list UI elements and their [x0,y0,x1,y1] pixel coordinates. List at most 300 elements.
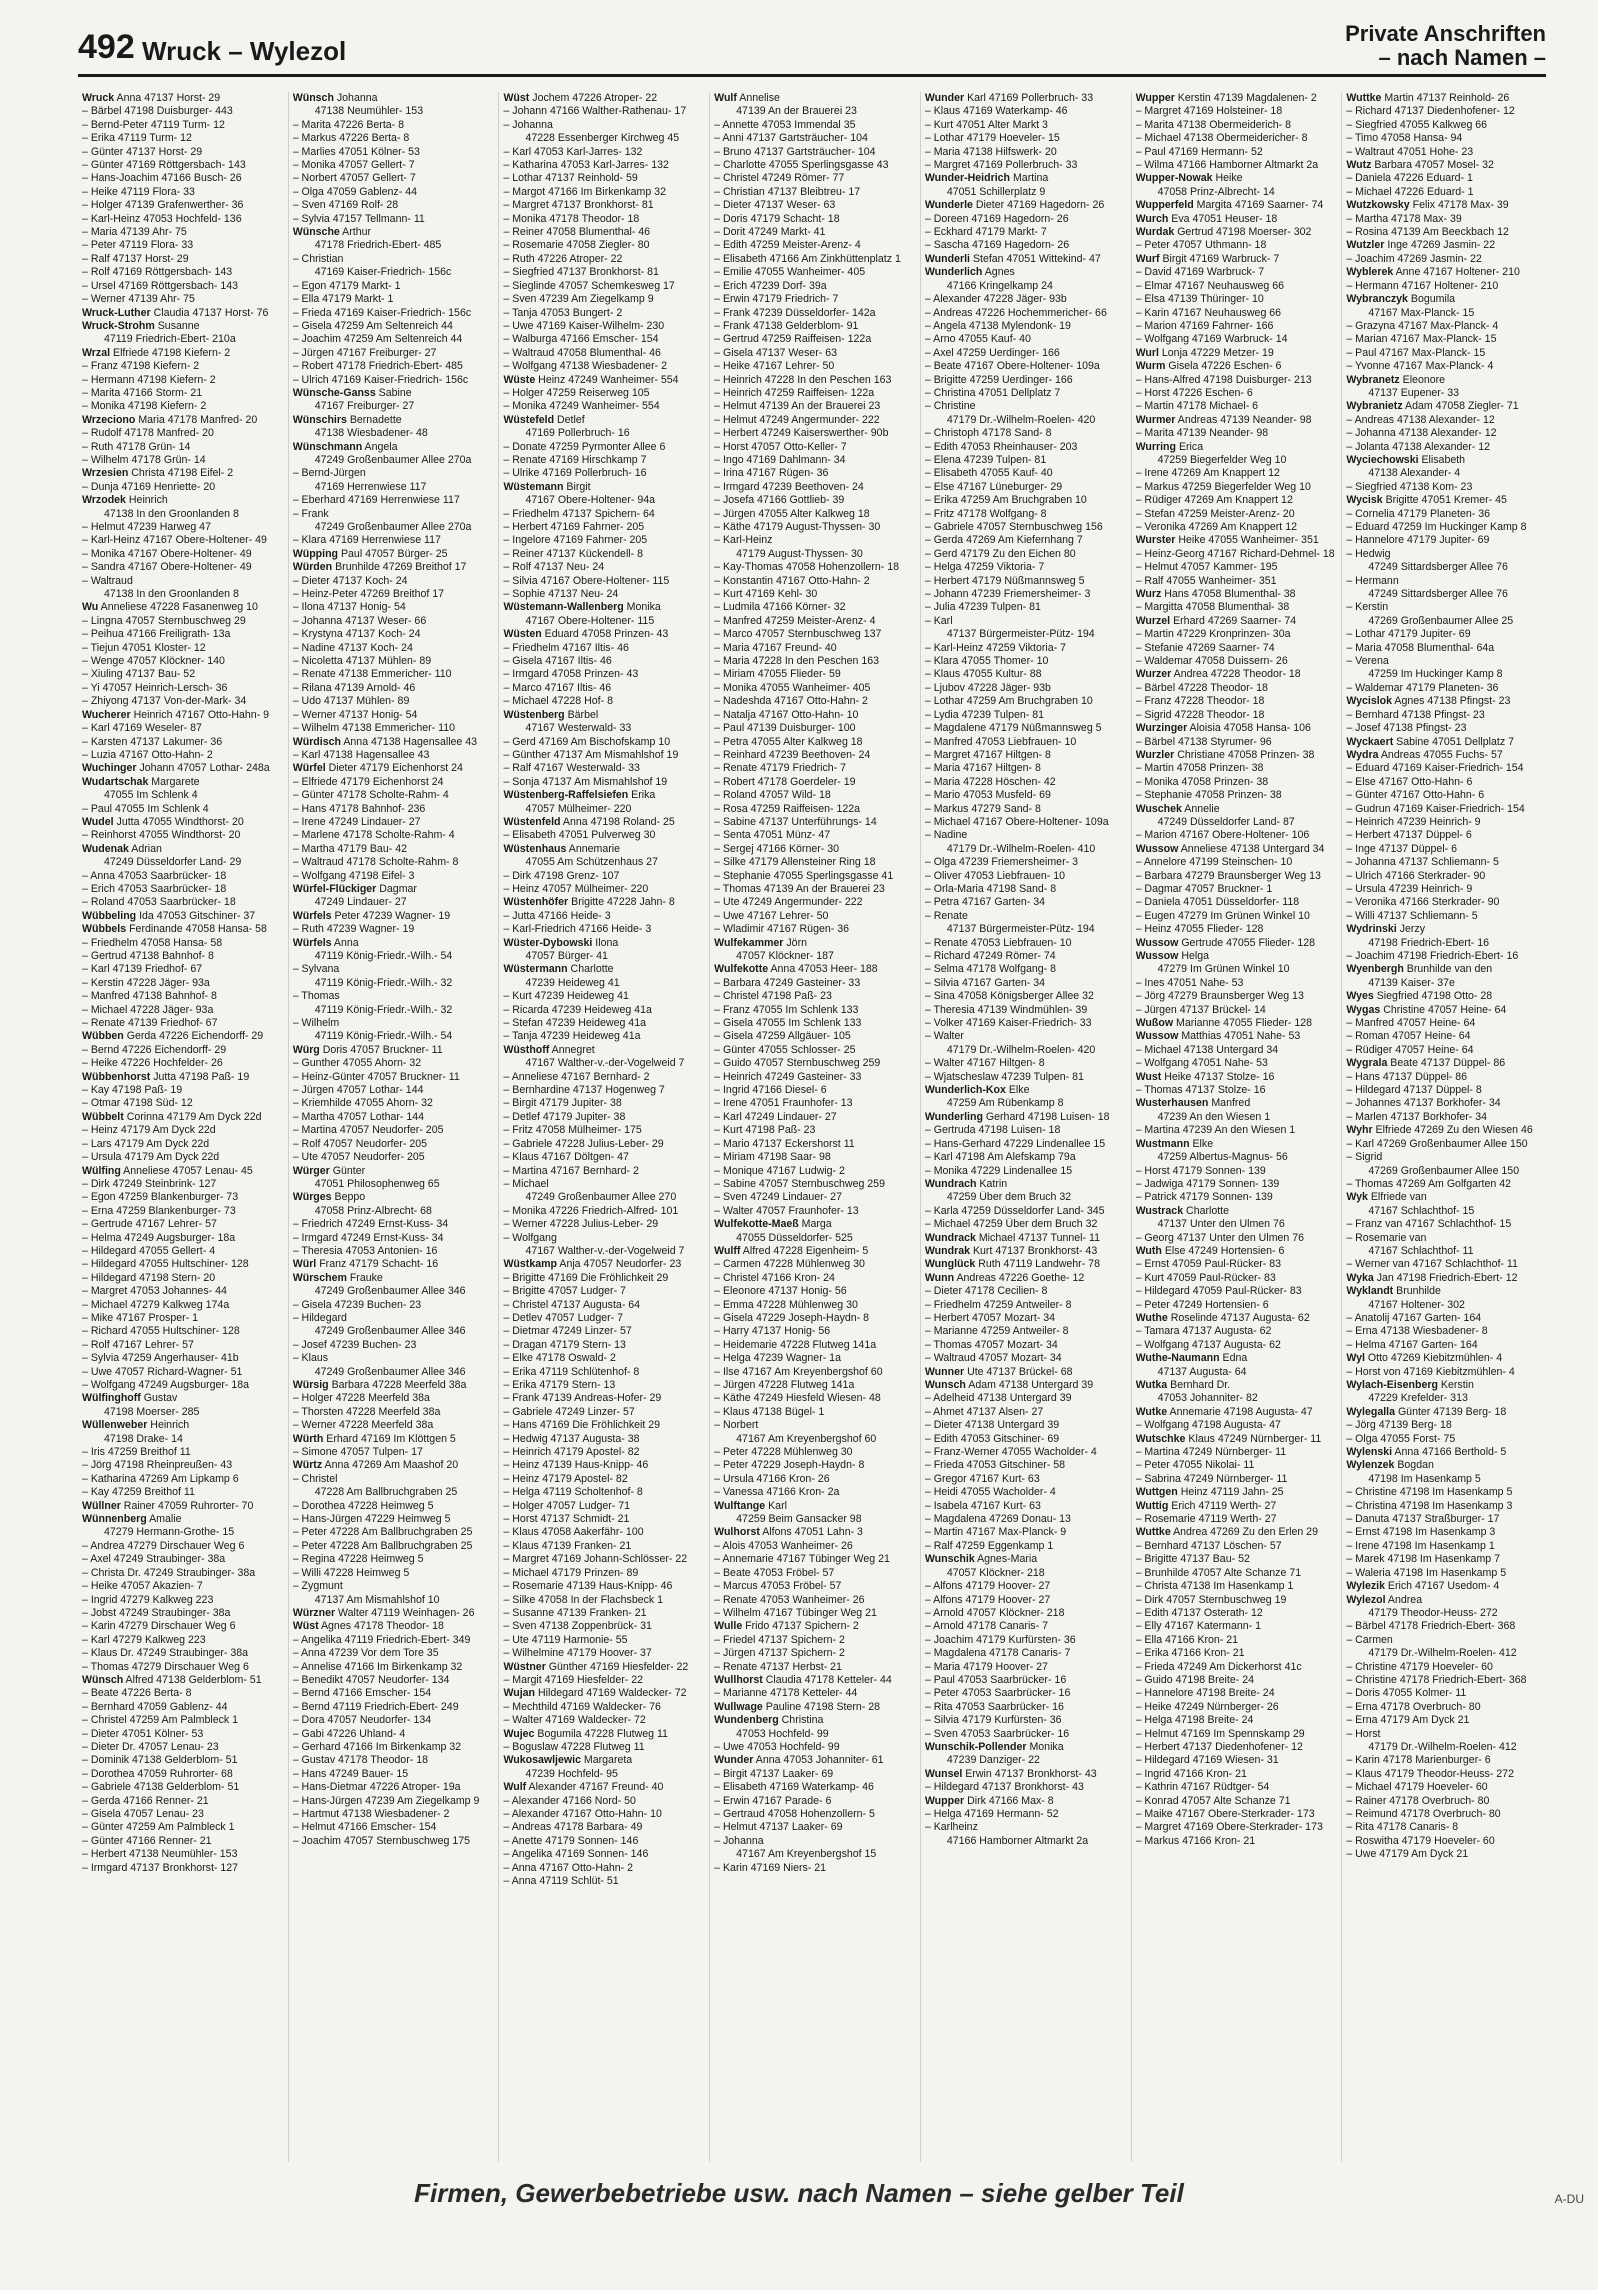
directory-entry: Wullwage Pauline 47198 Stern- 28 [714,1700,881,1713]
directory-entry: – Michael 47167 Obere-Holtener- 109a [924,815,1109,828]
directory-entry: – Vanessa 47166 Kron- 2a [714,1486,840,1499]
directory-entry: – Gerhard 47166 Im Birkenkamp 32 [292,1740,462,1753]
directory-entry: – Gisela 47259 Allgäuer- 105 [714,1030,851,1043]
directory-entry: – Volker 47169 Kaiser-Friedrich- 33 [924,1017,1092,1030]
directory-entry: – Egon 47179 Markt- 1 [292,279,401,292]
directory-entry: Wudartschak Margarete [82,775,200,788]
directory-entry: – Andreas 47178 Barbara- 49 [503,1821,643,1834]
directory-entry: – Markus 47259 Biegerfelder Weg 10 [1135,480,1311,493]
directory-entry: – Friedhelm 47137 Spichern- 64 [503,507,655,520]
directory-entry: Wüpping Paul 47057 Bürger- 25 [292,547,448,560]
directory-entry: – Hildegard 47055 Gellert- 4 [82,1244,216,1257]
directory-entry: Wübben Gerda 47226 Eichendorff- 29 [82,1030,264,1043]
directory-entry: – Karl 47139 Friedhof- 67 [82,963,203,976]
directory-entry: Wüst Jochem 47226 Atroper- 22 [503,92,658,104]
directory-entry: Wylach-Eisenberg Kerstin [1346,1379,1474,1391]
directory-entry: – Thomas [292,990,340,1003]
directory-entry: – Joachim 47269 Jasmin- 22 [1346,252,1482,265]
directory-entry: – Monika 47178 Theodor- 18 [503,212,640,225]
page-number: 492 [78,28,135,66]
directory-entry: – Angelika 47119 Friedrich-Ebert- 349 [292,1633,471,1646]
directory-entry: – Wolfgang 47138 Wiesbadener- 2 [503,360,667,373]
directory-entry: – Christian 47137 Bleibtreu- 17 [714,185,861,198]
directory-entry: – Marcus 47053 Fröbel- 57 [714,1580,842,1593]
directory-entry: – Hans-Jürgen 47229 Heimweg 5 [292,1513,451,1526]
directory-entry: 47249 Großenbaumer Allee 346 [314,1325,466,1338]
directory-entry: 47239 Heideweg 41 [525,976,620,989]
directory-entry: Wyes Siegfried 47198 Otto- 28 [1346,990,1493,1003]
directory-entry: – Bernd-Peter 47119 Turm- 12 [82,118,225,131]
directory-entry: – Bernhard 47137 Löschen- 57 [1135,1539,1282,1552]
directory-entry: – Reinhorst 47055 Windthorst- 20 [82,829,241,842]
directory-entry: – Kay 47259 Breithof 11 [82,1486,195,1499]
directory-entry: Wülfing Anneliese 47057 Lenau- 45 [82,1164,253,1177]
directory-entry: – Christel 47259 Am Palmbleck 1 [82,1714,239,1727]
directory-entry: Wunsel Erwin 47137 Bronkhorst- 43 [924,1767,1097,1780]
directory-entry: 47167 Freiburger- 27 [314,400,415,413]
directory-entry: – Karlheinz [924,1821,978,1834]
directory-entry: – Irmgard 47137 Bronkhorst- 127 [82,1861,239,1874]
directory-entry: – Irene 47269 Am Knappert 12 [1135,467,1280,480]
directory-entry: – Friedhelm 47259 Antweiler- 8 [924,1298,1072,1311]
directory-entry: Wünnenberg Amalie [82,1513,182,1526]
directory-entry: – Theresia 47139 Windmühlen- 39 [924,1003,1088,1016]
directory-entry: 47249 Düsseldorfer Land- 29 [104,856,242,869]
directory-entry: – Simone 47057 Tulpen- 17 [292,1446,423,1459]
directory-entry: Wübbenhorst Jutta 47198 Paß- 19 [82,1070,250,1083]
directory-entry: – Hedwig [1346,547,1391,560]
directory-entry: – Karin 47169 Niers- 21 [714,1861,827,1874]
directory-entry: – Konstantin 47167 Otto-Hahn- 2 [714,574,870,587]
directory-entry: – Maria 47167 Hiltgen- 8 [924,762,1041,775]
directory-entry: Wünschirs Bernadette [292,413,402,426]
directory-entry: – Peter 47119 Flora- 33 [82,239,194,252]
directory-entry: 47179 Theodor-Heuss- 272 [1368,1606,1498,1619]
directory-entry: Wüstermann Charlotte [503,963,614,976]
directory-entry: – Karl 47249 Lindauer- 27 [714,1110,837,1123]
directory-entry: – Karl-Heinz 47259 Viktoria- 7 [924,641,1067,654]
directory-entry: – Michael 47179 Prinzen- 89 [503,1566,639,1579]
directory-entry: – Christel 47249 Römer- 77 [714,172,845,185]
directory-entry: – Reinhard 47239 Beethoven- 24 [714,748,871,761]
directory-entry: – Magdalena 47178 Canaris- 7 [924,1647,1071,1660]
directory-entry: 47119 König-Friedr.-Wilh.- 54 [314,1030,453,1043]
directory-entry: – Rolf 47137 Neu- 24 [503,561,605,574]
directory-entry: 47249 Sittardsberger Allee 76 [1368,588,1508,601]
directory-entry: – Alexander 47228 Jäger- 93b [924,293,1067,306]
directory-entry: Wyk Elfriede van [1346,1191,1427,1204]
directory-entry: – Klaus 47169 Waterkamp- 46 [924,105,1068,118]
directory-entry: – Willi 47137 Schliemann- 5 [1346,909,1478,922]
directory-entry: Würl Franz 47179 Schacht- 16 [292,1258,439,1271]
directory-entry: – Wolfgang 47198 Augusta- 47 [1135,1419,1281,1432]
directory-entry: – Waltraud [82,574,133,587]
directory-entry: Würger Günter [292,1164,366,1177]
directory-entry: – Walter 47057 Fraunhofer- 13 [714,1204,859,1217]
directory-entry: 47259 Albertus-Magnus- 56 [1157,1151,1288,1164]
directory-entry: 47119 König-Friedr.-Wilh.- 32 [314,976,453,989]
directory-entry: 47228 Essenberger Kirchweg 45 [525,132,680,145]
directory-entry: 47198 Drake- 14 [104,1432,183,1445]
directory-entry: – Martina 47167 Bernhard- 2 [503,1164,639,1177]
directory-entry: – Monika 47229 Lindenallee 15 [924,1164,1073,1177]
directory-entry: – Paul 47053 Saarbrücker- 16 [924,1673,1067,1686]
directory-entry: – Sophie 47137 Neu- 24 [503,588,619,601]
directory-entry: Wüster-Dybowski Ilona [503,936,619,949]
directory-entry: – Arnold 47178 Canaris- 7 [924,1620,1048,1633]
directory-entry: – Paul 47055 Im Schlenk 4 [82,802,209,815]
directory-entry: – Frieda 47169 Kaiser-Friedrich- 156c [292,306,472,319]
directory-entry: – Ute 47119 Harmonie- 55 [503,1633,628,1646]
directory-entry: – Roland 47057 Wild- 18 [714,789,831,802]
directory-column [921,92,1132,2162]
directory-entry: – Peter 47053 Saarbrücker- 16 [924,1687,1071,1700]
directory-entry: Wulfekammer Jörn [714,936,807,949]
directory-entry: 47179 August-Thyssen- 30 [736,547,863,560]
directory-entry: – Waleria 47198 Im Hasenkamp 5 [1346,1566,1507,1579]
directory-entry: – Karl 47138 Hagensallee 43 [292,748,430,761]
directory-entry: – Käthe 47249 Hiesfeld Wiesen- 48 [714,1392,881,1405]
directory-entry: – Peihua 47166 Freiligrath- 13a [82,628,231,641]
directory-entry: Wudenak Adrian [82,842,162,855]
directory-entry: 47198 Im Hasenkamp 5 [1368,1472,1481,1485]
directory-entry: – Günter 47259 Am Palmbleck 1 [82,1821,235,1834]
directory-entry: – Monique 47167 Ludwig- 2 [714,1164,845,1177]
directory-entry: – Marlies 47051 Kölner- 53 [292,145,420,158]
directory-entry: Wybranietz Adam 47058 Ziegler- 71 [1346,400,1519,413]
directory-entry: – Erich 47239 Dorf- 39a [714,279,827,292]
directory-entry: Wussow Anneliese 47138 Untergard 34 [1135,842,1325,855]
directory-entry: – Else 47167 Lüneburger- 29 [924,480,1063,493]
directory-entry: – Silke 47058 In der Flachsbeck 1 [503,1593,664,1606]
directory-entry: – Sabine 47057 Sternbuschweg 259 [714,1177,885,1190]
directory-entry: – Elmar 47167 Neuhausweg 66 [1135,279,1285,292]
directory-entry: – Margret 47137 Bronkhorst- 81 [503,199,654,212]
directory-entry: – Angelika 47169 Sonnen- 146 [503,1848,649,1861]
directory-entry: – Elisabeth 47169 Waterkamp- 46 [714,1781,874,1794]
directory-entry: – Bernd 47226 Eichendorff- 29 [82,1043,227,1056]
directory-entry: – Herbert 47249 Kaiserswerther- 90b [714,427,889,440]
directory-entry: Wuth Else 47249 Hortensien- 6 [1135,1244,1285,1257]
directory-entry: – Rita 47178 Canaris- 8 [1346,1821,1459,1834]
directory-entry: – Johanna 47137 Weser- 66 [292,614,427,627]
directory-entry: – Dragan 47179 Stern- 13 [503,1338,626,1351]
directory-entry: – Erika 47179 Stern- 13 [503,1379,616,1391]
directory-entry: – Michael 47279 Kalkweg 174a [82,1298,230,1311]
directory-entry: 47167 Am Kreyenbergshof 15 [736,1848,877,1861]
directory-entry: – Anette 47179 Sonnen- 146 [503,1834,639,1847]
directory-entry: Wyl Otto 47269 Kiebitzmühlen- 4 [1346,1352,1503,1365]
directory-entry: – Guido 47057 Sternbuschweg 259 [714,1057,881,1070]
directory-entry: – Horst von 47169 Kiebitzmühlen- 4 [1346,1365,1515,1378]
directory-entry: – Lothar 47179 Hoeveler- 15 [924,132,1060,145]
directory-entry: Wukosawljewic Margareta [503,1754,633,1767]
directory-entry: – Margret 47169 Pollerbruch- 33 [924,159,1078,172]
directory-entry: 47167 Walther-v.-der-Vogelweid 7 [525,1244,685,1257]
directory-entry: – Marianne 47259 Antweiler- 8 [924,1325,1069,1338]
directory-entry: – Ljubov 47228 Jäger- 93b [924,681,1051,694]
directory-entry: – Edith 47137 Osterath- 12 [1135,1606,1263,1619]
directory-entry: – Frank 47239 Düsseldorfer- 142a [714,306,876,319]
directory-entry: – Andreas 47226 Hochemmericher- 66 [924,306,1107,319]
directory-entry: – Boguslaw 47228 Flutweg 11 [503,1740,645,1753]
directory-entry: Wruck-Luther Claudia 47137 Horst- 76 [82,306,269,319]
directory-column [499,92,710,2162]
directory-entry: – Herbert 47137 Diedenhofener- 12 [1135,1740,1303,1753]
directory-entry: 47138 Alexander- 4 [1368,467,1461,480]
directory-entry: – Karl-Friedrich 47166 Heide- 3 [503,923,652,936]
directory-entry: – David 47169 Warbruck- 7 [1135,266,1265,279]
directory-entry: – Johanna [503,118,553,131]
directory-entry: 47249 Sittardsberger Allee 76 [1368,561,1508,574]
directory-entry: Wunsch Adam 47138 Untergard 39 [924,1379,1094,1391]
directory-entry: – Veronika 47269 Am Knappert 12 [1135,521,1297,533]
directory-entry: Würfel Dieter 47179 Eichenhorst 24 [292,762,463,775]
directory-entry: 47137 Bürgermeister-Pütz- 194 [946,923,1095,936]
directory-entry: – Ulrich 47169 Kaiser-Friedrich- 156c [292,373,469,386]
directory-entry: – Elfriede 47179 Eichenhorst 24 [292,775,444,788]
directory-entry: – Andreas 47138 Alexander- 12 [1346,413,1495,426]
directory-entry: – Johanna [714,1834,764,1847]
directory-entry: – Michael 47138 Untergard 34 [1135,1043,1279,1056]
directory-entry: – Donate 47259 Pyrmonter Allee 6 [503,440,666,453]
directory-entry: – Joachim 47179 Kurfürsten- 36 [924,1633,1076,1646]
directory-entry: – Marion 47169 Fahrner- 166 [1135,319,1274,332]
directory-entry: 47057 Klöckner- 187 [736,950,834,962]
directory-entry: – Walter 47169 Waldecker- 72 [503,1714,646,1727]
directory-entry: – Martin 47167 Max-Planck- 9 [924,1526,1067,1539]
directory-entry: – Rosemarie van [1346,1231,1427,1244]
directory-entry: – Julia 47239 Tulpen- 81 [924,601,1041,614]
directory-entry: – Dieter Dr. 47057 Lenau- 23 [82,1740,219,1753]
directory-entry: – Christine 47178 Friedrich-Ebert- 368 [1346,1673,1527,1686]
directory-entry: – Eduard 47259 Im Huckinger Kamp 8 [1346,521,1527,533]
directory-entry: – Ilona 47137 Honig- 54 [292,601,406,614]
directory-entry: – Bärbel 47138 Styrumer- 96 [1135,735,1272,748]
directory-entry: – Peter 47228 Am Ballbruchgraben 25 [292,1526,473,1539]
directory-entry: – Heinrich 47239 Heinrich- 9 [1346,815,1481,828]
directory-entry: – Katharina 47269 Am Lipkamp 6 [82,1472,239,1485]
directory-entry: – Ilse 47167 Am Kreyenbergshof 60 [714,1365,883,1378]
directory-entry: – Robert 47178 Goerdeler- 19 [714,775,856,788]
directory-entry: – Werner 47137 Honig- 54 [292,708,418,721]
directory-entry: Wruck-Strohm Susanne [82,319,200,332]
directory-entry: – Michael [503,1177,549,1190]
directory-entry: – Hildegard [292,1311,347,1324]
directory-entry: – Ursula 47239 Heinrich- 9 [1346,882,1473,895]
directory-entry: – Tanja 47053 Bungert- 2 [503,306,623,319]
directory-entry: – Günter 47178 Scholte-Rahm- 4 [292,789,449,802]
page-header [78,22,1546,77]
directory-column [1342,92,1552,2162]
directory-entry: – Christel 47166 Kron- 24 [714,1271,835,1284]
directory-entry: – Thomas 47137 Stolze- 16 [1135,1084,1266,1097]
directory-entry: – Sven 47249 Lindauer- 27 [714,1191,842,1204]
directory-entry: – Emilie 47055 Wanheimer- 405 [714,266,866,279]
directory-entry: 47269 Großenbaumer Allee 25 [1368,614,1514,627]
directory-entry: – Helga 47259 Viktoria- 7 [924,561,1045,574]
directory-entry: Wüstenhaus Annemarie [503,842,621,855]
directory-entry: – Ahmet 47137 Alsen- 27 [924,1405,1044,1418]
directory-entry: Wüsten Eduard 47058 Prinzen- 43 [503,628,669,641]
directory-entry: 47138 Neumühler- 153 [314,105,424,118]
directory-entry: – Franz 47198 Kiefern- 2 [82,360,200,373]
directory-entry: – Lars 47179 Am Dyck 22d [82,1137,210,1150]
directory-entry: – Mechthild 47169 Waldecker- 76 [503,1700,661,1713]
directory-entry: – Uwe 47057 Richard-Wagner- 51 [82,1365,243,1378]
directory-entry: – Markus 47226 Berta- 8 [292,132,410,145]
directory-entry: – Yi 47057 Heinrich-Lersch- 36 [82,681,228,694]
directory-entry: – Christine 47179 Hoeveler- 60 [1346,1660,1493,1673]
directory-entry: – Waltraut 47051 Hohe- 23 [1346,145,1474,158]
directory-entry: – Jörg 47279 Braunsberger Weg 13 [1135,990,1304,1003]
directory-entry: – Krystyna 47137 Koch- 24 [292,628,421,641]
directory-entry: – Regina 47228 Heimweg 5 [292,1553,424,1566]
directory-entry: Wulftange Karl [714,1499,787,1512]
directory-entry: – Mike 47167 Prosper- 1 [82,1311,199,1324]
directory-entry: – Helmut 47166 Emscher- 154 [292,1821,437,1834]
directory-entry: – Senta 47051 Münz- 47 [714,829,831,842]
directory-entry: Wünsch Johanna [292,92,378,104]
directory-entry: – Renate 47179 Friedrich- 7 [714,762,847,775]
directory-entry: – Holger 47139 Grafenwerther- 36 [82,199,244,212]
directory-entry: – Maria 47228 In den Peschen 163 [714,655,880,668]
directory-entry: 47239 An den Wiesen 1 [1157,1110,1271,1123]
directory-entry: – Markus 47166 Kron- 21 [1135,1834,1256,1847]
directory-entry: Wüstner Günther 47169 Hiesfelder- 22 [503,1660,689,1673]
directory-entry: – Jadwiga 47179 Sonnen- 139 [1135,1177,1280,1190]
directory-entry: – Heinz-Günter 47057 Bruckner- 11 [292,1070,460,1083]
directory-entry: – Kerstin 47228 Jäger- 93a [82,976,210,989]
directory-entry: – Michael 47228 Jäger- 93a [82,1003,214,1016]
directory-entry: – Dagmar 47057 Bruckner- 1 [1135,882,1273,895]
directory-entry: – Johannes 47137 Borkhofer- 34 [1346,1097,1501,1110]
directory-entry: Wudel Jutta 47055 Windthorst- 20 [82,815,244,828]
directory-entry: – Dunja 47169 Henriette- 20 [82,480,216,493]
directory-entry: – Gisela 47137 Weser- 63 [714,346,838,359]
directory-entry: – Helmut 47137 Laaker- 69 [714,1821,843,1834]
directory-entry: 47239 Danziger- 22 [946,1754,1040,1767]
directory-entry: 47249 Großenbaumer Allee 346 [314,1285,466,1298]
directory-entry: – Udo 47137 Mühlen- 89 [292,695,410,708]
directory-entry: – Maike 47167 Obere-Sterkrader- 173 [1135,1808,1315,1820]
directory-entry: – Sven 47138 Zoppenbrück- 31 [503,1620,652,1633]
directory-entry: 47269 Großenbaumer Allee 150 [1368,1164,1520,1177]
directory-entry: – Sergej 47166 Körner- 30 [714,842,840,855]
directory-entry: – Inge 47137 Düppel- 6 [1346,842,1458,855]
directory-entry: – Gisela 47057 Lenau- 23 [82,1808,204,1820]
directory-entry: 47058 Prinz-Albrecht- 68 [314,1204,432,1217]
directory-entry: – Ralf 47055 Wanheimer- 351 [1135,574,1277,587]
directory-entry: Wupper Dirk 47166 Max- 8 [924,1794,1054,1807]
directory-entry: – Ulrike 47169 Pollerbruch- 16 [503,467,647,480]
directory-entry: – Marion 47167 Obere-Holtener- 106 [1135,829,1310,842]
directory-entry: – Wladimir 47167 Rügen- 36 [714,923,850,936]
directory-entry: – Erna 47179 Am Dyck 21 [1346,1714,1470,1727]
directory-entry: Wutzler Inge 47269 Jasmin- 22 [1346,239,1496,252]
directory-entry: – Peter 47249 Hortensien- 6 [1135,1298,1269,1311]
directory-entry: – Richard 47137 Diedenhofener- 12 [1346,105,1515,118]
directory-entry: – Helmut 47239 Harweg 47 [82,521,211,533]
directory-entry: – Klaus 47055 Kultur- 88 [924,668,1042,681]
directory-entry: – Selma 47178 Wolfgang- 8 [924,963,1057,976]
directory-entry: – Ingo 47169 Dahlmann- 34 [714,453,846,466]
directory-entry: 47138 Wiesbadener- 48 [314,427,428,440]
directory-entry: – Richard 47249 Römer- 74 [924,950,1056,962]
directory-entry: – Herbert 47179 Nüßmannsweg 5 [924,574,1085,587]
directory-entry: – Mario 47137 Eckershorst 11 [714,1137,855,1150]
directory-entry: Wuttig Erich 47119 Werth- 27 [1135,1499,1277,1512]
directory-entry: Wucherer Heinrich 47167 Otto-Hahn- 9 [82,708,270,721]
directory-entry: – Peter 47229 Joseph-Haydn- 8 [714,1459,865,1472]
directory-entry: – Hans-Joachim 47166 Busch- 26 [82,172,242,185]
directory-entry: – Nadine 47137 Koch- 24 [292,641,413,654]
directory-entry: – Georg 47137 Unter den Ulmen 76 [1135,1231,1305,1244]
directory-entry: – Ingrid 47166 Diesel- 6 [714,1084,827,1097]
directory-entry: Wycislok Agnes 47138 Pfingst- 23 [1346,695,1511,708]
directory-entry: 47057 Bürger- 41 [525,950,608,962]
directory-entry: – Brigitte 47057 Ludger- 7 [503,1285,626,1298]
directory-entry: 47119 Friedrich-Ebert- 210a [104,333,236,346]
directory-entry: – Franz-Werner 47055 Wacholder- 4 [924,1446,1097,1459]
directory-entry: – Ella 47166 Kron- 21 [1135,1633,1239,1646]
directory-entry: – Rosemarie 47119 Werth- 27 [1135,1513,1277,1526]
directory-entry: – Irene 47051 Fraunhofer- 13 [714,1097,853,1110]
directory-entry: Wylezik Erich 47167 Usedom- 4 [1346,1580,1500,1593]
directory-entry: – Waltraud 47058 Blumenthal- 46 [503,346,661,359]
directory-entry: – Brunhilde 47057 Alte Schanze 71 [1135,1566,1302,1579]
directory-entry: – Johann 47239 Friemersheimer- 3 [924,588,1091,601]
directory-entry: Wuthe Roselinde 47137 Augusta- 62 [1135,1311,1310,1324]
directory-entry: Wruck Anna 47137 Horst- 29 [82,92,221,104]
directory-entry: – Daniela 47051 Düsseldorfer- 118 [1135,896,1300,909]
directory-entry: – Hermann 47167 Holtener- 210 [1346,279,1499,292]
directory-entry: – Peter 47228 Mühlenweg 30 [714,1446,853,1459]
directory-entry: 47259 Über dem Bruch 32 [946,1191,1072,1204]
directory-entry: – Wilhelm 47138 Emmericher- 110 [292,722,456,735]
directory-entry: – Alfons 47179 Hoover- 27 [924,1580,1051,1593]
directory-columns [78,92,1552,2162]
directory-entry: – Jürgen 47137 Spichern- 2 [714,1647,845,1660]
directory-entry: – Gabriele 47057 Sternbuschweg 156 [924,521,1103,533]
directory-entry: – Margret 47167 Hiltgen- 8 [924,748,1051,761]
directory-entry: – Helmut 47057 Kammer- 195 [1135,561,1278,574]
directory-entry: – Stefan 47239 Heideweg 41a [503,1017,646,1030]
directory-entry: – Edith 47259 Meister-Arenz- 4 [714,239,861,252]
directory-entry: – Heinz 47179 Apostel- 82 [503,1472,628,1485]
directory-entry: – Dorit 47249 Markt- 41 [714,226,826,239]
directory-entry: Wunderli Stefan 47051 Wittekind- 47 [924,252,1101,265]
directory-entry: – Brigitte 47169 Die Fröhlichkeit 29 [503,1271,669,1284]
directory-entry: – Werner 47139 Ahr- 75 [82,293,195,306]
directory-entry: 47179 Dr.-Wilhelm-Roelen- 420 [946,413,1096,426]
directory-entry: Wüstenberg-Raffelsiefen Erika [503,789,656,802]
directory-entry: – Friedhelm 47058 Hansa- 58 [82,936,223,949]
directory-entry: – Sven 47239 Am Ziegelkamp 9 [503,293,654,306]
directory-entry: – Rilana 47139 Arnold- 46 [292,681,416,694]
directory-entry: Wutz Barbara 47057 Mosel- 32 [1346,159,1494,172]
directory-entry: – Christine 47198 Im Hasenkamp 5 [1346,1486,1513,1499]
directory-entry: – Isabela 47167 Kurt- 63 [924,1499,1041,1512]
directory-entry: 47119 König-Friedr.-Wilh.- 32 [314,1003,453,1016]
directory-entry: – Susanne 47139 Franken- 21 [503,1606,647,1619]
directory-entry: – Heinz 47057 Mülheimer- 220 [503,882,649,895]
directory-entry: – Karl 47169 Weseler- 87 [82,722,202,735]
directory-entry: – Monika 47167 Obere-Holtener- 49 [82,547,252,560]
directory-entry: 47249 Großenbaumer Allee 270a [314,521,472,533]
directory-entry: – Bernd 47166 Emscher- 154 [292,1687,432,1700]
directory-entry: – Karin 47167 Neuhausweg 66 [1135,306,1282,319]
